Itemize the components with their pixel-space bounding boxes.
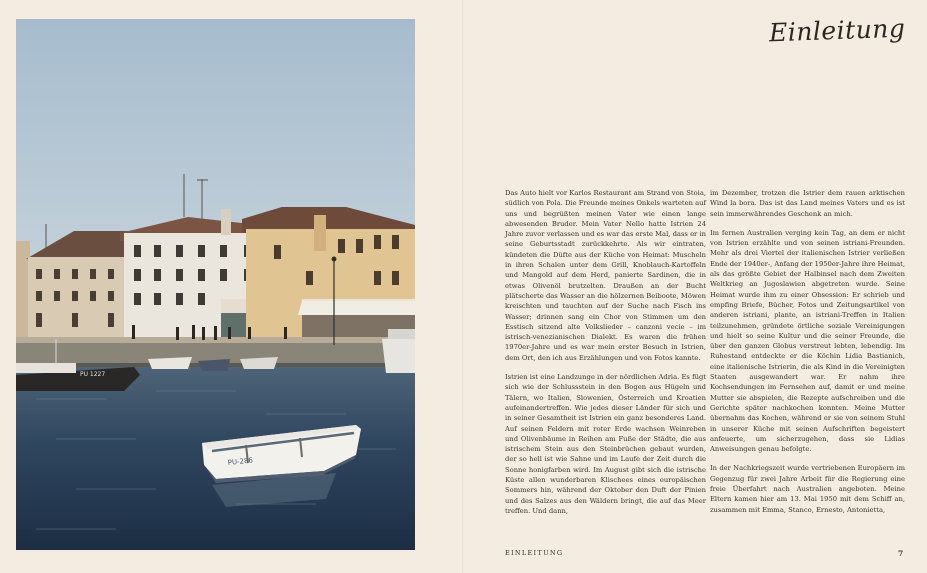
paragraph: Im fernen Australien verging kein Tag, an dem er nicht von Istrien erzählte und von seinen istriani-Freunden. Mehr als drei Viertel der italienischen Istrier verließen Ende der 1940er-, Anfang der 1950er-Jahre ihre Heimat, als das größte Gebiet der Halbinsel nach dem Zweiten Weltkrieg an Jugoslawien abgetreten wurde. Seine Heimat wurde ihm zu einer Obsession: Er schrieb und empfing Briefe, Bücher, Fotos und Zeitungsartikel von anderen istriani, plante, an istriani-Treffen in Italien teilzunehmen, gründete örtliche soziale Vereinigungen und hielt so seine Kultur und die seiner Freunde, die über den ganzen Globus verstreut lebten, lebendig. Im Ruhestand entdeckte er die Köchin Lidia Bastianich, eine italienische Istrierin, die als Kind in die Vereinigten Staaten ausgewandert war. Er nahm ihre Kochsendungen im Fernsehen auf, damit er und meine Mutter sie abspielen, die Rezepte aufschreiben und die Gerichte später nachkochen konnten. Meine Mutter übernahm das Kochen, während er sie von seinem Stuhl in unserer Küche mit seinen Aufschriften begeistert anfeuerte, um sicherzugehen, dass sie Lidias Anweisungen genau befolgte. xyxy=(710,228,905,454)
paragraph: Istrien ist eine Landzunge in der nördlichen Adria. Es fügt sich wie der Schlussstein in den Bogen aus Hügeln und Tälern, wo Italien, Slowenien, Österreich und Kroatien aufeinandertreffen. Wie jedes dieser Länder für sich und in seiner Gesamtheit ist Istrien ein ganz besonderes Land. Auf seinen Feldern mit roter Erde wachsen Weinreben und Olivenbäume in Reihen am Fuße der Städte, die aus istrischem Stein aus den Steinbrüchen gebaut wurden, der so hell ist wie Sahne und im Laufe der Zeit durch die Sonne honigfarben wird. Im August gibt sich die istrische Küste allen wunderbaren Klischees eines europäischen Sommers hin, während der Oktober den Duft der Pinien und des Salzes aus den Wäldern bringt, die auf das Meer treffen. Und dann, xyxy=(505,373,706,515)
running-footer-label: EINLEITUNG xyxy=(505,549,564,557)
page-number: 7 xyxy=(898,549,904,558)
paragraph: In der Nachkriegszeit wurde vertriebenen Europäern im Gegenzug für zwei Jahre Arbeit für die Regierung eine freie Überfahrt nach Australien angeboten. Meine Eltern kamen hier am 13. Mai 1950 mit dem Schiff an, zusammen mit Emma, Stanco, Ernesto, Antonietta, xyxy=(710,464,905,514)
text-column-right xyxy=(710,188,905,524)
paragraph: Das Auto hielt vor Karlos Restaurant am Strand von Stoia, südlich von Pola. Die Freunde meines Onkels warteten auf uns und begrüßten meinen Vater wie einen lange abwesenden Bruder. Mein Vater Nello hatte Istrien 24 Jahre zuvor verlassen und es war das erste Mal, dass er in seine Geburtsstadt zurückkehrte. Als wir eintraten, kündeten die Düfte aus der Küche von Heimat: Muscheln in ihren Schalen unter dem Grill, Knoblauch-Kartoffeln und Mangold auf dem Herd, panierte Sardinen, die in etwas Olivenöl brutzelten. Draußen an der Bucht plätscherte das Wasser an die hölzernen Beiboote, Möwen kreischten und tauchten auf der Suche nach Fisch ins Wasser; drinnen sang ein Chor von Stimmen um den Esstisch sitzend alte Volkslieder – canzoni vecie – im istrisch-venezianischen Dialekt. Es waren die frühen 1970er-Jahre und es war mein erster Besuch in Istrien, dem Ort, den ich aus Erzählungen und von Fotos kannte. xyxy=(505,189,706,362)
chapter-title: Einleitung xyxy=(768,13,906,48)
paragraph: im Dezember, trotzen die Istrier dem rauen arktischen Wind la bora. Das ist das Land meines Vaters und es ist sein immerwährendes Geschenk an mich. xyxy=(710,189,905,218)
boat-marking-rowboat: PU-286 xyxy=(227,456,254,467)
boat-marking-left: PU 1227 xyxy=(80,371,106,378)
book-gutter xyxy=(462,0,464,573)
text-column-left xyxy=(505,188,706,525)
harbour-photo xyxy=(16,19,415,550)
